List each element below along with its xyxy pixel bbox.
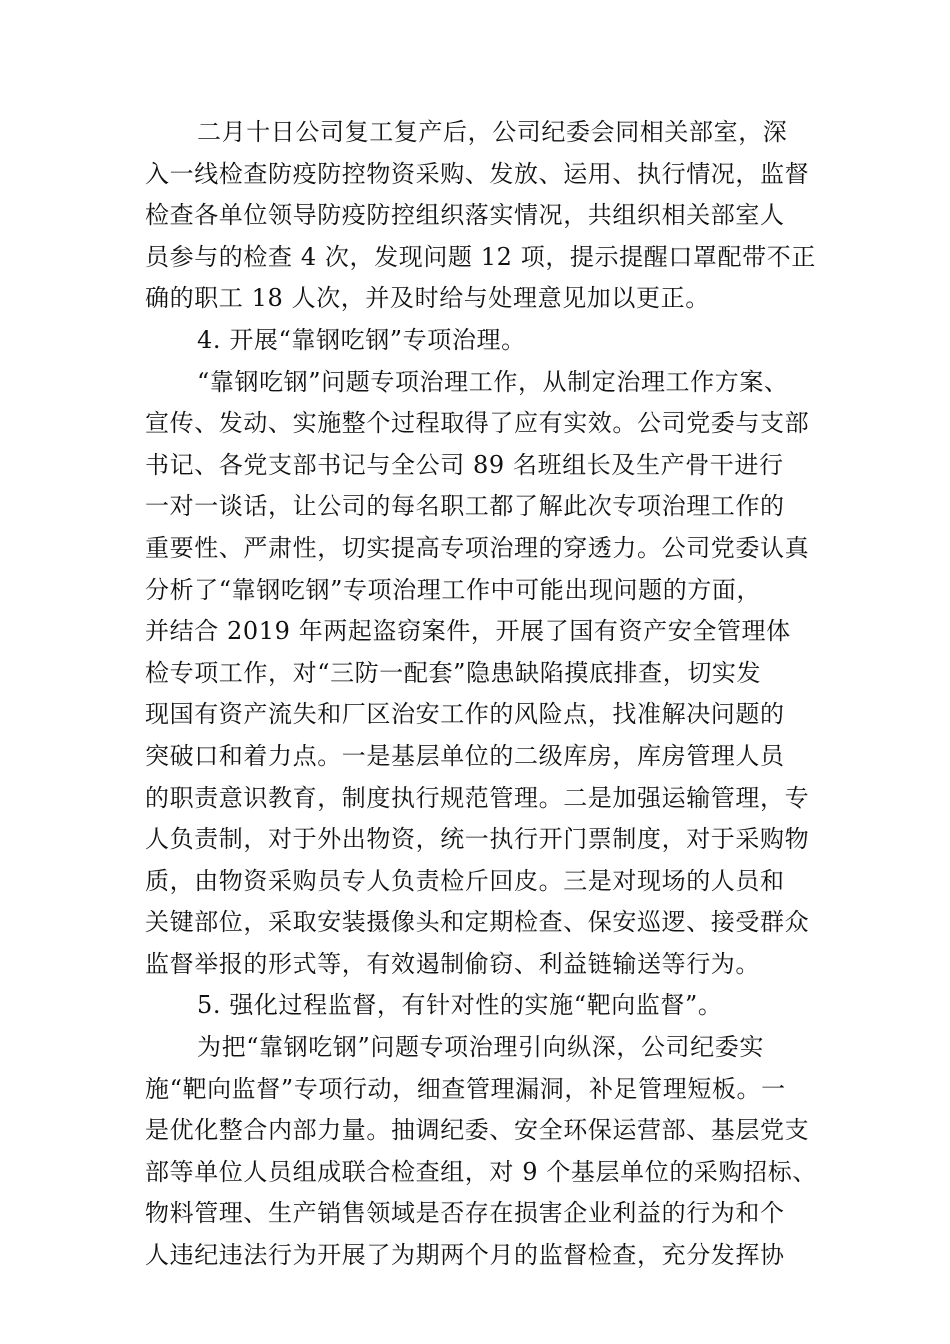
section-heading: 5. 强化过程监督，有针对性的实施“靶向监督”。 xyxy=(197,991,723,1020)
paragraph-line: 员参与的检查 4 次，发现问题 12 项，提示提醒口罩配带不正 xyxy=(145,242,816,271)
document-body xyxy=(145,112,825,1277)
paragraph-line: 是优化整合内部力量。抽调纪委、安全环保运营部、基层党支 xyxy=(145,1116,810,1145)
paragraph-line: 部等单位人员组成联合检查组，对 9 个基层单位的采购招标、 xyxy=(145,1157,817,1186)
paragraph-line: 物料管理、生产销售领域是否存在损害企业利益的行为和个 xyxy=(145,1199,785,1228)
paragraph-line: 施“靶向监督”专项行动，细查管理漏洞，补足管理短板。一 xyxy=(145,1074,786,1103)
paragraph-line: 一对一谈话，让公司的每名职工都了解此次专项治理工作的 xyxy=(145,492,785,521)
paragraph-line: 突破口和着力点。一是基层单位的二级库房，库房管理人员 xyxy=(145,741,785,770)
paragraph-line: 为把“靠钢吃钢”问题专项治理引向纵深，公司纪委实 xyxy=(197,1033,764,1062)
paragraph-line: 关键部位，采取安装摄像头和定期检查、保安巡逻、接受群众 xyxy=(145,908,810,937)
paragraph-line: 书记、各党支部书记与全公司 89 名班组长及生产骨干进行 xyxy=(145,450,784,479)
paragraph-line: 检查各单位领导防疫防控组织落实情况，共组织相关部室人 xyxy=(145,201,785,230)
paragraph-line: 质，由物资采购员专人负责检斤回皮。三是对现场的人员和 xyxy=(145,866,785,895)
paragraph-line: 确的职工 18 人次，并及时给与处理意见加以更正。 xyxy=(145,284,710,313)
paragraph-line: 监督举报的形式等，有效遏制偷窃、利益链输送等行为。 xyxy=(145,949,760,978)
paragraph-line: 入一线检查防疫防控物资采购、发放、运用、执行情况，监督 xyxy=(145,159,810,188)
paragraph-line: 重要性、严肃性，切实提高专项治理的穿透力。公司党委认真 xyxy=(145,533,810,562)
paragraph-line: 人违纪违法行为开展了为期两个月的监督检查，充分发挥协 xyxy=(145,1241,785,1270)
paragraph-line: 并结合 2019 年两起盗窃案件，开展了国有资产安全管理体 xyxy=(145,617,791,646)
section-heading: 4. 开展“靠钢吃钢”专项治理。 xyxy=(197,325,526,354)
paragraph-line: 的职责意识教育，制度执行规范管理。二是加强运输管理，专 xyxy=(145,783,810,812)
paragraph-line: “靠钢吃钢”问题专项治理工作，从制定治理工作方案、 xyxy=(197,367,789,396)
paragraph-line: 分析了“靠钢吃钢”专项治理工作中可能出现问题的方面， xyxy=(145,575,762,604)
paragraph-line: 人负责制，对于外出物资，统一执行开门票制度，对于采购物 xyxy=(145,825,810,854)
paragraph-line: 二月十日公司复工复产后，公司纪委会同相关部室，深 xyxy=(197,118,788,146)
paragraph-line: 现国有资产流失和厂区治安工作的风险点，找准解决问题的 xyxy=(145,700,785,729)
paragraph-line: 检专项工作，对“三防一配套”隐患缺陷摸底排查，切实发 xyxy=(145,658,762,687)
paragraph-line: 宣传、发动、实施整个过程取得了应有实效。公司党委与支部 xyxy=(145,409,810,438)
